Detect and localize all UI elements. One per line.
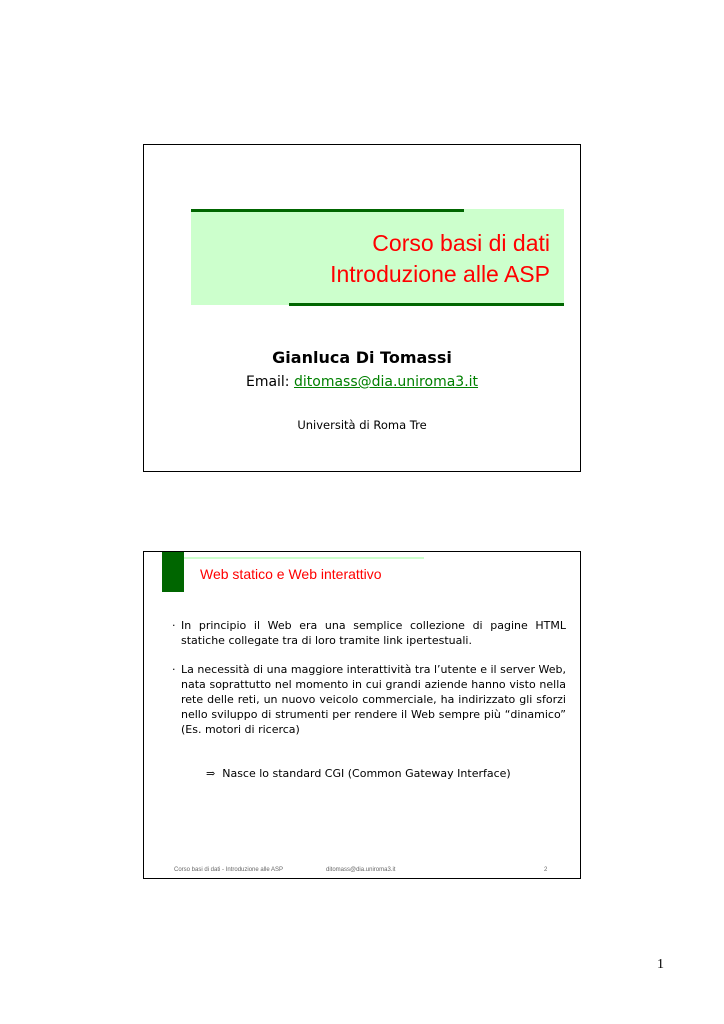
bullet-text: La necessità di una maggiore interattività tra l’utente e il server Web, nata soprattutto nel momento in cui grandi aziende hanno visto nella rete delle reti, un nuovo veicolo commerciale, ha indirizzato gli sforzi nello sviluppo di strumenti per rendere il Web sempre più “dinamico” (Es. motori di ricerca) (181, 663, 566, 736)
slide-1 (143, 144, 581, 472)
bullet-text: In principio il Web era una semplice collezione di pagine HTML statiche collegate tra di loro tramite link ipertestuali. (181, 619, 566, 647)
page-number: 1 (657, 957, 664, 972)
slide-title (330, 228, 550, 290)
bullet-list (172, 618, 566, 751)
implies-arrow-icon: ⇒ (206, 767, 216, 780)
title-bottom-rule (289, 303, 564, 306)
bullet-item (172, 618, 566, 648)
footer-slide-number: 2 (544, 867, 548, 873)
heading-accent-block (162, 552, 184, 592)
conclusion-text: Nasce lo standard CGI (Common Gateway Interface) (222, 767, 511, 780)
bullet-marker: · (172, 663, 176, 676)
title-line-1: Corso basi di dati (372, 230, 550, 256)
author-name: Gianluca Di Tomassi (272, 348, 452, 367)
email-label: Email: (245, 374, 294, 390)
email-line (144, 374, 580, 390)
email-link[interactable]: ditomass@dia.uniroma3.it (293, 374, 479, 390)
bullet-marker: · (172, 619, 176, 632)
conclusion-line (206, 767, 511, 780)
title-top-rule (191, 209, 464, 212)
footer-course: Corso basi di dati - Introduzione alle ASP (174, 867, 284, 873)
slide-2 (143, 551, 581, 879)
bullet-item (172, 662, 566, 737)
title-line-2: Introduzione alle ASP (330, 261, 550, 287)
slide-heading: Web statico e Web interattivo (200, 566, 382, 582)
footer-email: ditomass@dia.uniroma3.it (326, 867, 396, 873)
university: Università di Roma Tre (297, 418, 427, 432)
heading-accent-line (162, 557, 424, 559)
